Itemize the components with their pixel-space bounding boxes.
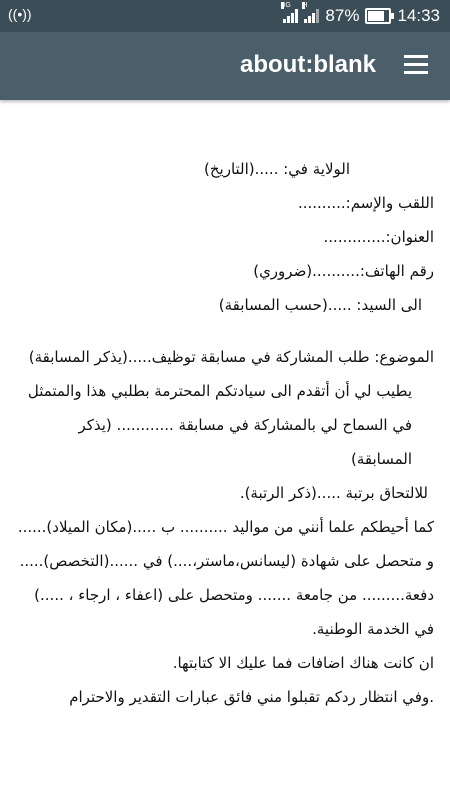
letter-date-line: الولاية في: .....(التاريخ) — [203, 160, 350, 178]
network-type-label-secondary: H — [302, 2, 308, 9]
letter-paragraph-1: يطيب لي أن أتقدم الى سيادتكم المحترمة بطلبي هذا والمتمثل في السماح لي بالمشاركة في مسابقة ............ (يذكر المسابقة) — [27, 382, 412, 468]
letter-address-line: العنوان:............. — [323, 228, 434, 246]
letter-paragraph-2: للالتحاق برتبة .....(ذكر الرتبة). — [239, 484, 428, 502]
clock: 14:33 — [397, 6, 440, 25]
wifi-hotspot-icon: ((•)) — [8, 6, 32, 22]
battery-percent: 87% — [325, 6, 360, 25]
status-icons — [283, 0, 440, 32]
signal-icon-secondary — [302, 2, 319, 23]
network-type-label: 3G — [281, 2, 291, 9]
letter-subject: الموضوع: طلب المشاركة في مسابقة توظيف.....(يذكر المسابقة) — [28, 348, 434, 366]
letter-name-line: اللقب والإسم:.......... — [297, 194, 434, 212]
letter-recipient-line: الى السيد: .....(حسب المسابقة) — [218, 296, 422, 314]
letter-phone-line: رقم الهاتف:..........(ضروري) — [253, 262, 434, 280]
status-bar — [0, 0, 450, 32]
letter-paragraph-4: ان كانت هناك اضافات فما عليك الا كتابتها. — [172, 654, 434, 672]
signal-icon — [281, 2, 298, 23]
page-title[interactable]: about:blank — [240, 51, 376, 78]
hamburger-menu-icon[interactable] — [404, 55, 428, 75]
letter-paragraph-5: .وفي انتظار ردكم تقبلوا مني فائق عبارات التقدير والاحترام — [69, 688, 434, 706]
battery-icon — [365, 8, 391, 24]
app-toolbar — [0, 32, 450, 100]
letter-content — [14, 152, 434, 714]
letter-paragraph-3: كما أحيطكم علما أنني من مواليد .......... ب .....(مكان الميلاد)...... و متحصل على شهادة (ليسانس،ماستر،....) في ......(التخصص)..... دفعة......... من جامعة ....... ومتحصل على (اعفاء ، ارجاء ، .....) في الخدمة الوطنية. — [17, 518, 434, 638]
